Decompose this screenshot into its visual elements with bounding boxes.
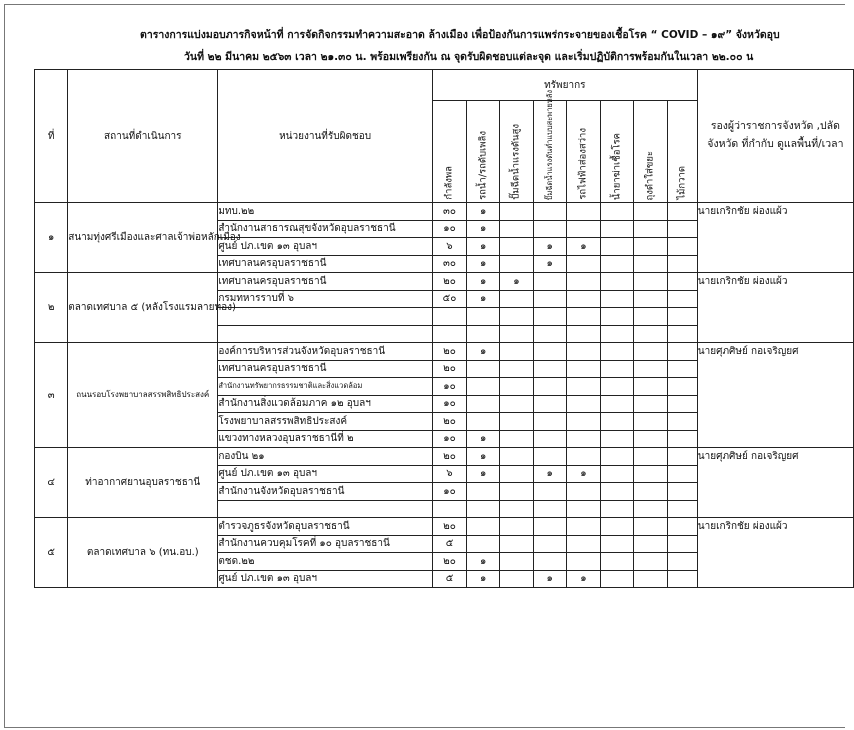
- resource-value: [467, 518, 500, 536]
- unit-name: เทศบาลนครอุบลราชธานี: [218, 360, 433, 378]
- resource-value: [566, 553, 600, 571]
- group-number: ๓: [35, 343, 68, 448]
- header-resource-0: [432, 101, 466, 203]
- resource-value: [566, 395, 600, 413]
- resource-value: [500, 413, 533, 431]
- header-resource-label: กำลังพล: [443, 166, 455, 200]
- resource-value: [533, 518, 566, 536]
- resource-value: [533, 413, 566, 431]
- resource-value: [634, 308, 667, 326]
- resource-value: [667, 308, 697, 326]
- resource-value: [566, 378, 600, 396]
- resource-value: [634, 500, 667, 518]
- resource-value: ๑: [467, 290, 500, 308]
- resource-value: [634, 273, 667, 291]
- resource-value: [566, 360, 600, 378]
- resource-value: [601, 290, 634, 308]
- resource-value: ๑: [467, 238, 500, 256]
- resource-value: ๑: [467, 465, 500, 483]
- resource-value: [667, 220, 697, 238]
- resource-value: [634, 413, 667, 431]
- resource-value: [601, 483, 634, 501]
- resource-value: ๑๐: [432, 430, 466, 448]
- resource-value: [601, 220, 634, 238]
- resource-value: [634, 290, 667, 308]
- resource-value: [667, 238, 697, 256]
- table-row: [35, 518, 854, 536]
- resource-value: [467, 535, 500, 553]
- header-resource-label: ถุงดำใส่ขยะ: [644, 150, 656, 200]
- resource-value: ๕: [432, 535, 466, 553]
- resource-value: [566, 430, 600, 448]
- unit-name: [218, 308, 433, 326]
- resource-value: [634, 570, 667, 588]
- resource-value: ๖: [432, 238, 466, 256]
- unit-name: ตำรวจภูธรจังหวัดอุบลราชธานี: [218, 518, 433, 536]
- resource-value: [634, 343, 667, 361]
- resource-value: [601, 553, 634, 571]
- resource-value: [467, 308, 500, 326]
- resource-value: ๒๐: [432, 448, 466, 466]
- resource-value: [601, 535, 634, 553]
- unit-name: เทศบาลนครอุบลราชธานี: [218, 273, 433, 291]
- header-units: หน่วยงานที่รับผิดชอบ: [218, 70, 433, 203]
- group-number: ๕: [35, 518, 68, 588]
- header-resource-4: [566, 101, 600, 203]
- resource-value: [500, 395, 533, 413]
- table-row: [35, 273, 854, 291]
- resource-value: [500, 518, 533, 536]
- unit-name: สำนักงานทรัพยากรธรรมชาติและสิ่งแวดล้อม: [218, 378, 433, 396]
- resource-value: [500, 308, 533, 326]
- group-location: ตลาดเทศบาล ๖ (ทน.อบ.): [68, 518, 218, 588]
- group-deputy: นายเกริกชัย ผ่องแผ้ว: [697, 273, 853, 343]
- resource-value: [667, 413, 697, 431]
- resource-value: [634, 220, 667, 238]
- resource-value: [634, 255, 667, 273]
- resource-value: [467, 483, 500, 501]
- group-number: ๔: [35, 448, 68, 518]
- header-resource-2: [500, 101, 533, 203]
- resource-value: [601, 325, 634, 343]
- resource-value: ๑: [467, 220, 500, 238]
- resource-value: [667, 273, 697, 291]
- resource-value: ๑: [467, 553, 500, 571]
- resource-value: ๑๐: [432, 378, 466, 396]
- group-deputy: นายเกริกชัย ผ่องแผ้ว: [697, 518, 853, 588]
- resource-value: [533, 430, 566, 448]
- resource-value: [432, 308, 466, 326]
- resource-value: ๑: [533, 570, 566, 588]
- resource-value: [500, 325, 533, 343]
- resource-value: ๑๐: [432, 220, 466, 238]
- resource-value: [667, 325, 697, 343]
- resource-value: [500, 378, 533, 396]
- resource-value: [566, 203, 600, 221]
- unit-name: ตชด.๒๒: [218, 553, 433, 571]
- resource-value: [566, 413, 600, 431]
- table-row: [35, 343, 854, 361]
- header-resource-1: [467, 101, 500, 203]
- header-resource-7: [667, 101, 697, 203]
- resource-value: [566, 500, 600, 518]
- resource-value: [601, 203, 634, 221]
- resource-value: ๕: [432, 570, 466, 588]
- resource-value: ๒๐: [432, 273, 466, 291]
- resource-value: [667, 465, 697, 483]
- group-number: ๑: [35, 203, 68, 273]
- resource-value: [634, 203, 667, 221]
- header-resource-label: น้ำยาฆ่าเชื้อโรค: [611, 132, 623, 200]
- resource-value: [601, 448, 634, 466]
- resource-value: [601, 465, 634, 483]
- resource-value: [566, 290, 600, 308]
- resource-value: [500, 290, 533, 308]
- resource-value: [500, 203, 533, 221]
- resource-value: [634, 378, 667, 396]
- unit-name: [218, 325, 433, 343]
- resource-value: [566, 535, 600, 553]
- unit-name: ศูนย์ ปภ.เขต ๑๓ อุบลฯ: [218, 465, 433, 483]
- resource-value: [533, 500, 566, 518]
- header-location: สถานที่ดำเนินการ: [68, 70, 218, 203]
- resource-value: [601, 395, 634, 413]
- group-deputy: นายศุภศิษย์ กอเจริญยศ: [697, 448, 853, 518]
- unit-name: สำนักงานสาธารณสุขจังหวัดอุบลราชธานี: [218, 220, 433, 238]
- resource-value: ๑: [566, 465, 600, 483]
- resource-value: [500, 238, 533, 256]
- header-resources: ทรัพยากร: [432, 70, 697, 101]
- resource-value: ๓๐: [432, 255, 466, 273]
- unit-name: สำนักงานจังหวัดอุบลราชธานี: [218, 483, 433, 501]
- resource-value: [667, 203, 697, 221]
- resource-value: [667, 500, 697, 518]
- resource-value: [533, 483, 566, 501]
- resource-value: [667, 518, 697, 536]
- resource-value: [533, 220, 566, 238]
- group-deputy: นายเกริกชัย ผ่องแผ้ว: [697, 203, 853, 273]
- unit-name: กองบิน ๒๑: [218, 448, 433, 466]
- unit-name: สำนักงานสิ่งแวดล้อมภาค ๑๒ อุบลฯ: [218, 395, 433, 413]
- resource-value: [634, 535, 667, 553]
- resource-value: ๑: [533, 255, 566, 273]
- resource-value: [601, 308, 634, 326]
- resource-value: [634, 395, 667, 413]
- resource-value: ๑: [566, 570, 600, 588]
- unit-name: มทบ.๒๒: [218, 203, 433, 221]
- header-resource-label: ปั๊มฉีดน้ำแรงดันสูง: [510, 124, 522, 200]
- resource-value: [634, 325, 667, 343]
- resource-value: ๑: [467, 343, 500, 361]
- resource-value: [601, 273, 634, 291]
- resource-value: ๒๐: [432, 553, 466, 571]
- resource-value: [500, 343, 533, 361]
- group-deputy: นายศุภศิษย์ กอเจริญยศ: [697, 343, 853, 448]
- resource-value: [634, 483, 667, 501]
- resource-value: [500, 430, 533, 448]
- header-deputy: รองผู้ว่าราชการจังหวัด ,ปลัดจังหวัด ที่กำกับ ดูแลพื้นที่/เวลา: [697, 70, 853, 203]
- resource-value: [667, 343, 697, 361]
- resource-value: ๒๐: [432, 413, 466, 431]
- resource-value: [667, 395, 697, 413]
- resource-value: [566, 343, 600, 361]
- header-no: ที่: [35, 70, 68, 203]
- resource-value: [667, 360, 697, 378]
- resource-value: [533, 535, 566, 553]
- group-location: ท่าอากาศยานอุบลราชธานี: [68, 448, 218, 518]
- resource-value: ๑๐: [432, 483, 466, 501]
- header-resource-label: ไม้กวาด: [676, 166, 688, 200]
- document-subtitle: วันที่ ๒๒ มีนาคม ๒๕๖๓ เวลา ๒๑.๓๐ น. พร้อมเพรียงกัน ณ จุดรับผิดชอบแต่ละจุด และเริ่มปฏิบัติการพร้อมกันในเวลา ๒๒.๐๐ น: [184, 51, 754, 63]
- resource-value: [566, 273, 600, 291]
- resource-value: [601, 413, 634, 431]
- header-resource-6: [634, 101, 667, 203]
- resource-value: [566, 220, 600, 238]
- document-title: ตารางการแบ่งมอบภารกิจหน้าที่ การจัดกิจกรรมทำความสะอาด ล้างเมือง เพื่อป้องกันการแพร่กระจายของเชื้อโรค “ COVID – ๑๙” จังหวัดอุบ: [140, 29, 780, 41]
- resource-value: ๑: [566, 238, 600, 256]
- header-resource-3: [533, 89, 566, 203]
- resource-value: [500, 465, 533, 483]
- resource-value: [500, 500, 533, 518]
- resource-value: [566, 308, 600, 326]
- header-resource-label: รถน้ำ/รถดับเพลิง: [477, 131, 489, 200]
- resource-value: ๑: [500, 273, 533, 291]
- resource-value: [601, 255, 634, 273]
- resource-value: [667, 483, 697, 501]
- resource-value: [500, 570, 533, 588]
- resource-value: [667, 535, 697, 553]
- header-resource-label: รถไฟฟ้าส่องสว่าง: [577, 128, 589, 200]
- resource-value: [467, 325, 500, 343]
- resource-value: [500, 360, 533, 378]
- resource-value: [634, 553, 667, 571]
- resource-value: ๕๐: [432, 290, 466, 308]
- resource-value: [601, 360, 634, 378]
- table-row: [35, 448, 854, 466]
- resource-value: [566, 325, 600, 343]
- resource-value: ๑: [467, 570, 500, 588]
- resource-value: [432, 500, 466, 518]
- resource-value: [467, 413, 500, 431]
- resource-value: ๑: [467, 448, 500, 466]
- table-row: [35, 203, 854, 221]
- resource-value: [533, 325, 566, 343]
- group-number: ๒: [35, 273, 68, 343]
- resource-value: [601, 500, 634, 518]
- resource-value: ๑: [533, 238, 566, 256]
- group-location: สนามทุ่งศรีเมืองและศาลเจ้าพ่อหลักเมือง: [68, 203, 218, 273]
- resource-value: [533, 378, 566, 396]
- resource-value: [566, 448, 600, 466]
- resource-value: ๑: [467, 203, 500, 221]
- resource-value: [533, 360, 566, 378]
- group-location: ตลาดเทศบาล ๕ (หลังโรงแรมลายทอง): [68, 273, 218, 343]
- resource-value: [500, 535, 533, 553]
- resource-value: [467, 395, 500, 413]
- resource-value: [533, 448, 566, 466]
- resource-value: [601, 343, 634, 361]
- group-location: ถนนรอบโรงพยาบาลสรรพสิทธิประสงค์: [68, 343, 218, 448]
- resource-value: [634, 465, 667, 483]
- resource-value: [533, 343, 566, 361]
- resource-value: [533, 290, 566, 308]
- resource-value: ๑: [533, 465, 566, 483]
- resource-value: ๑: [467, 273, 500, 291]
- resource-value: [667, 553, 697, 571]
- resource-value: [533, 308, 566, 326]
- resource-value: [601, 518, 634, 536]
- resource-value: ๒๐: [432, 343, 466, 361]
- resource-value: [667, 570, 697, 588]
- resource-value: [667, 430, 697, 448]
- resource-value: [500, 553, 533, 571]
- resource-value: [566, 255, 600, 273]
- resource-value: [467, 378, 500, 396]
- resource-value: [601, 238, 634, 256]
- unit-name: แขวงทางหลวงอุบลราชธานีที่ ๒: [218, 430, 433, 448]
- unit-name: สำนักงานควบคุมโรคที่ ๑๐ อุบลราชธานี: [218, 535, 433, 553]
- header-resource-5: [601, 101, 634, 203]
- schedule-table: [34, 69, 854, 588]
- resource-value: [566, 518, 600, 536]
- resource-value: [601, 378, 634, 396]
- unit-name: โรงพยาบาลสรรพสิทธิประสงค์: [218, 413, 433, 431]
- resource-value: [432, 325, 466, 343]
- resource-value: ๒๐: [432, 360, 466, 378]
- resource-value: [634, 238, 667, 256]
- resource-value: [601, 430, 634, 448]
- resource-value: [667, 448, 697, 466]
- unit-name: กรมทหารราบที่ ๖: [218, 290, 433, 308]
- resource-value: [634, 448, 667, 466]
- resource-value: [467, 360, 500, 378]
- unit-name: [218, 500, 433, 518]
- resource-value: [533, 553, 566, 571]
- unit-name: ศูนย์ ปภ.เขต ๑๓ อุบลฯ: [218, 570, 433, 588]
- resource-value: [667, 290, 697, 308]
- resource-value: [500, 483, 533, 501]
- resource-value: [667, 255, 697, 273]
- resource-value: [667, 378, 697, 396]
- resource-value: [601, 570, 634, 588]
- resource-value: ๑: [467, 255, 500, 273]
- resource-value: [500, 220, 533, 238]
- unit-name: ศูนย์ ปภ.เขต ๑๓ อุบลฯ: [218, 238, 433, 256]
- resource-value: [467, 500, 500, 518]
- resource-value: ๑๐: [432, 395, 466, 413]
- resource-value: ๓๐: [432, 203, 466, 221]
- resource-value: [634, 430, 667, 448]
- resource-value: ๖: [432, 465, 466, 483]
- unit-name: เทศบาลนครอุบลราชธานี: [218, 255, 433, 273]
- resource-value: [634, 360, 667, 378]
- resource-value: [500, 448, 533, 466]
- header-resource-label: ปั๊มฉีดน้ำแรงดันต่ำแบบสะพายหลัง: [544, 89, 554, 200]
- resource-value: [500, 255, 533, 273]
- resource-value: [634, 518, 667, 536]
- resource-value: ๑: [467, 430, 500, 448]
- resource-value: [566, 483, 600, 501]
- resource-value: ๒๐: [432, 518, 466, 536]
- resource-value: [533, 395, 566, 413]
- resource-value: [533, 273, 566, 291]
- unit-name: องค์การบริหารส่วนจังหวัดอุบลราชธานี: [218, 343, 433, 361]
- resource-value: [533, 203, 566, 221]
